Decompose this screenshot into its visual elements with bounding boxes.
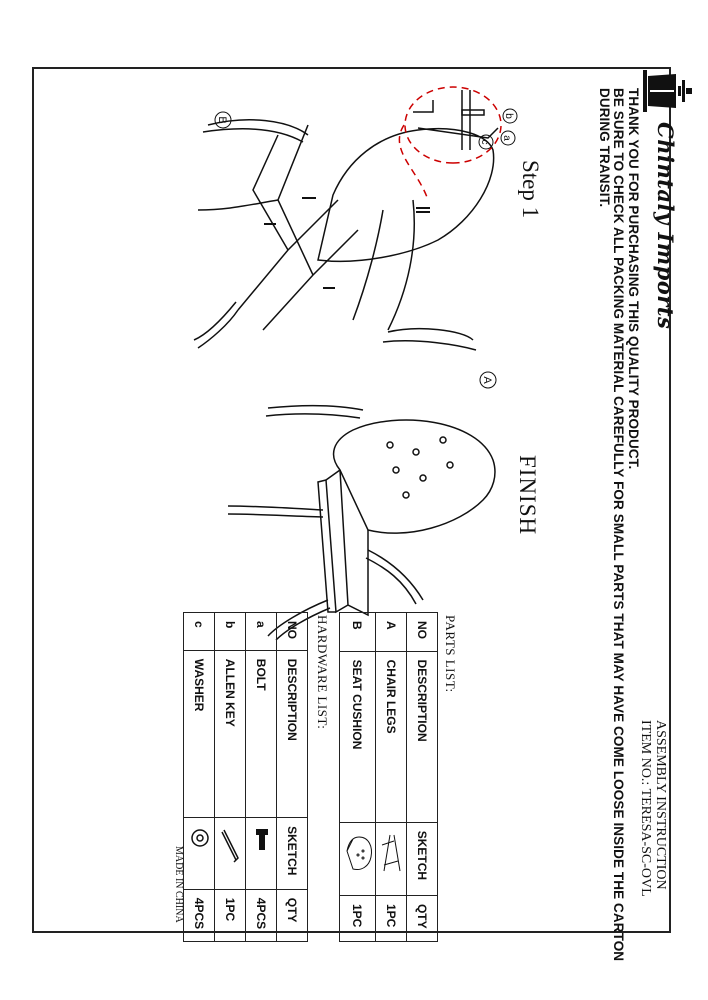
notice-line-2: BE SURE TO CHECK ALL PACKING MATERIAL CAREFULLY FOR SMALL PARTS THAT MAY HAVE COME LOOSE INSIDE THE CARTON [611,88,627,962]
hardware-header-no: NO [277,613,308,651]
hardware-header-sketch: SKETCH [277,818,308,890]
notice-line-3: DURING TRANSIT. [597,88,612,208]
table-row [184,613,215,942]
callout-c: c [479,139,490,145]
part-B-callout-icon [215,112,231,128]
hardware-no: c [184,613,215,651]
parts-header-qty: QTY [407,895,438,941]
part-qty: 1PC [340,895,376,941]
part-description: SEAT CUSHION [340,651,376,822]
brand-name: Chintaly Imports [653,122,678,330]
allen-key-sketch-icon [215,818,246,890]
step-1-title: Step 1 [518,160,543,219]
hardware-description: ALLEN KEY [215,650,246,817]
parts-list-header-row [407,613,438,942]
part-A-callout-icon [480,372,496,388]
hardware-qty: 1PC [215,889,246,941]
callout-b-icon [503,109,517,123]
item-number: ITEM NO.: TERESA-SC-OVL [638,720,653,897]
part-no: B [340,613,376,652]
hardware-description: WASHER [184,650,215,817]
hardware-list-header-row [277,613,308,942]
assembly-header [638,720,668,940]
part-description: CHAIR LEGS [376,651,407,822]
brand-logo-icon [638,66,694,116]
hardware-qty: 4PCS [246,889,277,941]
chair-legs-sketch-icon [376,822,407,895]
hardware-list-table [183,612,308,942]
table-row [246,613,277,942]
notice-line-1: THANK YOU FOR PURCHASING THIS QUALITY PRODUCT. [626,88,641,470]
assembly-instruction-label: ASSEMBLY INSTRUCTION [653,720,668,890]
part-no: A [376,613,407,652]
seat-cushion-sketch-icon [340,822,376,895]
hardware-no: b [215,613,246,651]
washer-sketch-icon [184,818,215,890]
callout-a: a [501,135,512,141]
callout-part-A: A [481,376,493,384]
parts-list-table [339,612,438,942]
bolt-sketch-icon [246,818,277,890]
parts-list-title: PARTS LIST: [443,615,458,693]
hardware-header-qty: QTY [277,889,308,941]
thank-you-notice [597,88,641,968]
callout-b: b [503,113,514,119]
finish-title: FINISH [515,455,540,536]
parts-header-description: DESCRIPTION [407,651,438,822]
table-row [215,613,246,942]
table-row [340,613,376,942]
step-1-exploded-diagram [168,80,528,410]
parts-header-no: NO [407,613,438,652]
hardware-description: BOLT [246,650,277,817]
part-qty: 1PC [376,895,407,941]
made-in-china-note: MADE IN CHINA [173,846,184,923]
callout-part-B: B [216,116,228,124]
hardware-header-description: DESCRIPTION [277,650,308,817]
callout-a-icon [501,131,515,145]
hardware-no: a [246,613,277,651]
hardware-qty: 4PCS [184,889,215,941]
parts-header-sketch: SKETCH [407,822,438,895]
finished-chair-illustration [208,400,518,640]
hardware-list-title: HARDWARE LIST: [315,615,330,730]
table-row [376,613,407,942]
